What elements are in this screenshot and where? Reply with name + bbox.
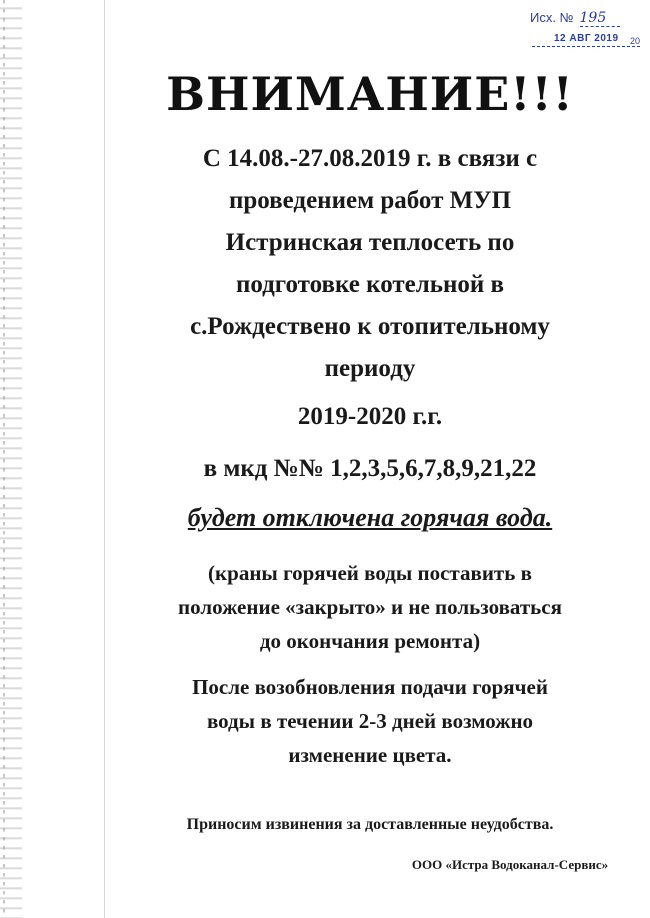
- hot-water-off-warning: будет отключена горячая вода.: [187, 503, 553, 532]
- stamp-date-row: [532, 32, 640, 47]
- after-line: воды в течении 2-3 дней возможно: [206, 709, 534, 733]
- after-line: После возобновления подачи горячей: [192, 675, 548, 699]
- organization-signature: ООО «Истра Водоканал-Сервис»: [411, 857, 609, 872]
- tap-instructions: [95, 556, 645, 658]
- stamp-date: 12 АВГ 2019: [554, 33, 619, 44]
- stamp-outgoing-row: [530, 10, 620, 27]
- stamp-outgoing-label: Исх. №: [530, 10, 574, 25]
- main-line: с.Рождествено к отопительному: [190, 313, 550, 340]
- scan-edge-artifact: [0, 0, 22, 918]
- stamp-year-suffix: 20: [629, 36, 640, 46]
- note-line: положение «закрыто» и не пользоваться: [178, 595, 562, 619]
- main-line: проведением работ МУП: [228, 187, 512, 214]
- notice-title: ВНИМАНИЕ!!!: [166, 67, 574, 121]
- main-line: периоду: [324, 355, 416, 382]
- notice-main-text: [95, 138, 645, 390]
- note-line: (краны горячей воды поставить в: [208, 561, 532, 585]
- color-change-note: [95, 670, 645, 772]
- after-line: изменение цвета.: [288, 743, 452, 767]
- stamp-outgoing-number: 195: [580, 10, 620, 27]
- apology-text: Приносим извинения за доставленные неудобства.: [186, 816, 554, 833]
- note-line: до окончания ремонта): [259, 629, 481, 653]
- main-line: Истринская теплосеть по: [225, 229, 515, 256]
- notice-body: [95, 66, 645, 772]
- heating-period-years: 2019-2020 г.г.: [297, 403, 443, 430]
- main-line: подготовке котельной в: [235, 271, 505, 298]
- affected-buildings: в мкд №№ 1,2,3,5,6,7,8,9,21,22: [203, 455, 537, 482]
- registration-stamp: [530, 6, 648, 54]
- main-line: С 14.08.-27.08.2019 г. в связи с: [202, 145, 538, 172]
